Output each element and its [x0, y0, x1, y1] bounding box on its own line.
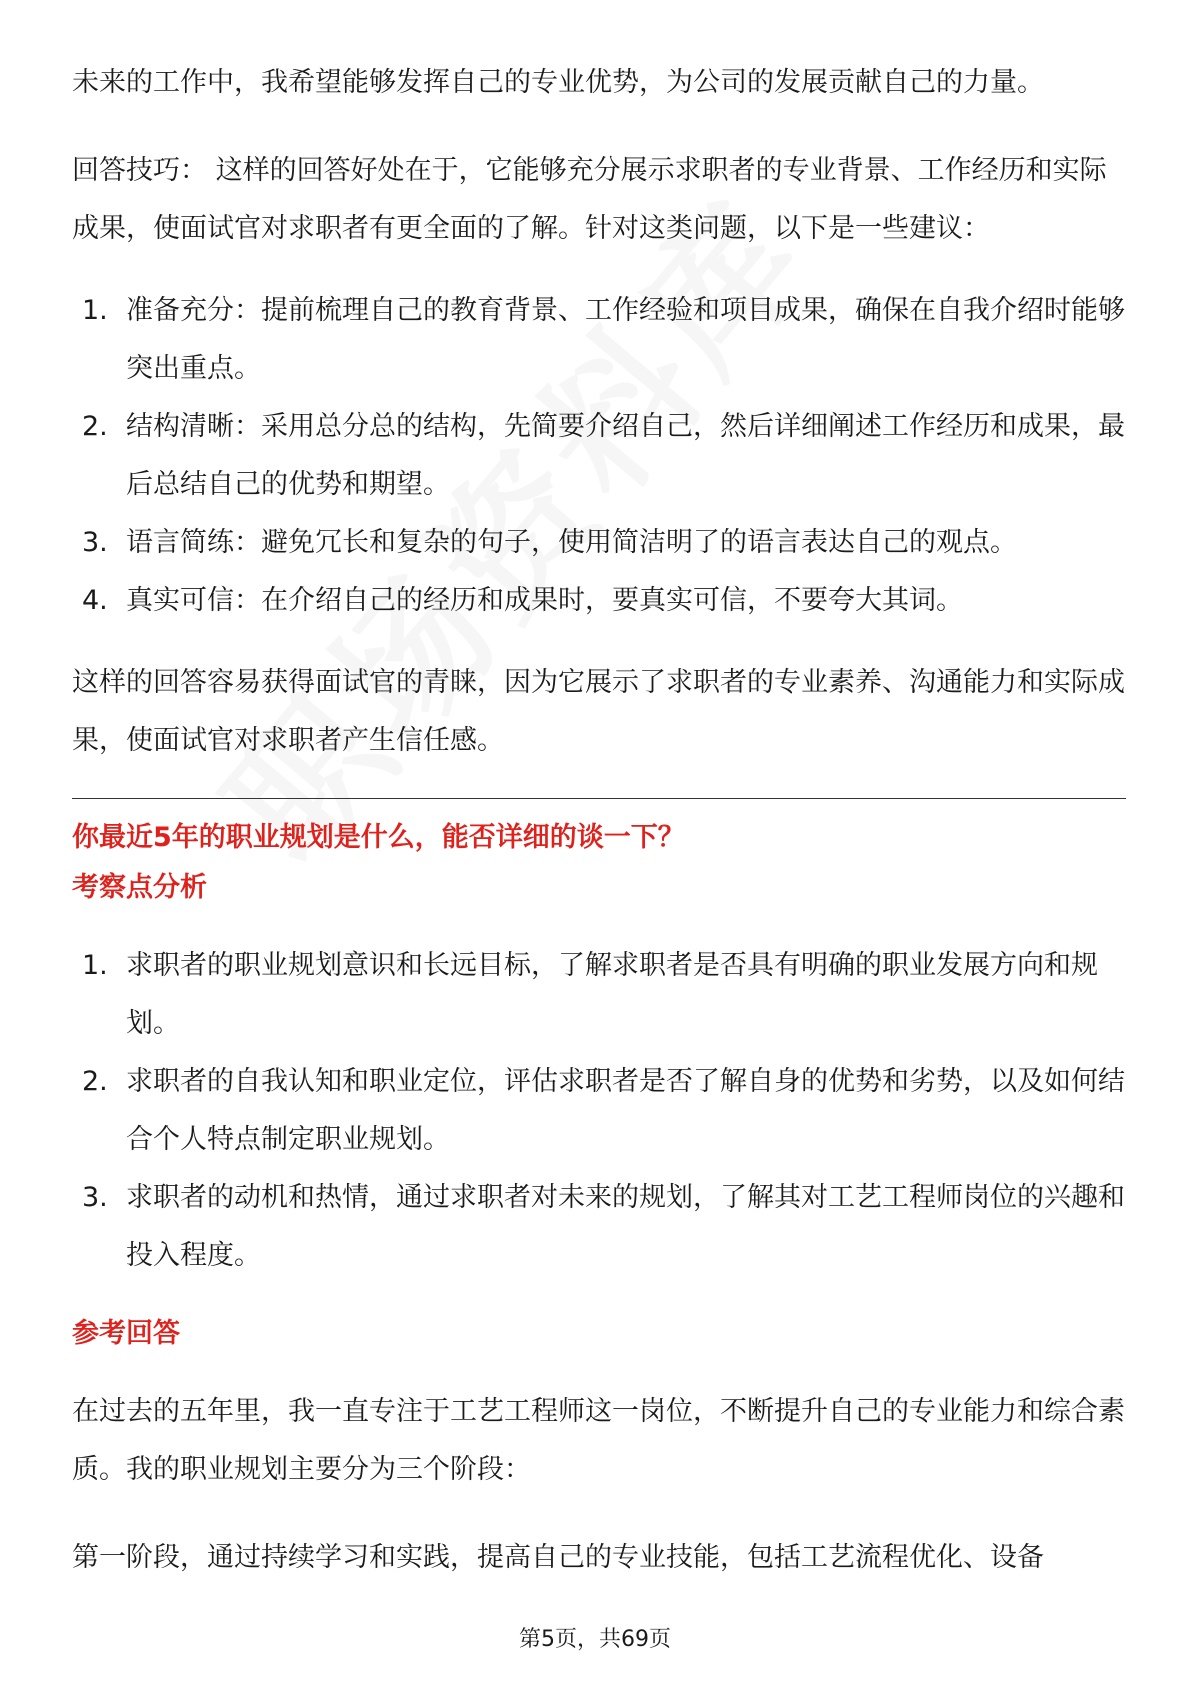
document-page — [72, 54, 1126, 1587]
analysis-list — [72, 937, 1126, 1285]
list-item: 4. 真实可信：在介绍自己的经历和成果时，要真实可信，不要夸大其词。 — [82, 585, 963, 616]
answer-paragraph: 在过去的五年里，我一直专注于工艺工程师这一岗位，不断提升自己的专业能力和综合素质。我的职业规划主要分为三个阶段： — [72, 1396, 1125, 1485]
list-item: 1. 求职者的职业规划意识和长远目标，了解求职者是否具有明确的职业发展方向和规划。 — [82, 950, 1098, 1039]
answer-paragraph: 第一阶段，通过持续学习和实践，提高自己的专业技能，包括工艺流程优化、设备 — [72, 1542, 1044, 1573]
tips-paragraph: 回答技巧： 这样的回答好处在于，它能够充分展示求职者的专业背景、工作经历和实际成果，使面试官对求职者有更全面的了解。针对这类问题，以下是一些建议： — [72, 155, 1107, 244]
answer-heading: 参考回答 — [72, 1318, 180, 1349]
list-item: 2. 结构清晰：采用总分总的结构，先简要介绍自己，然后详细阐述工作经历和成果，最后总结自己的优势和期望。 — [82, 411, 1125, 500]
list-item: 3. 求职者的动机和热情，通过求职者对未来的规划，了解其对工艺工程师岗位的兴趣和投入程度。 — [82, 1182, 1125, 1271]
page-number: 第5页，共69页 — [519, 1627, 671, 1652]
section-divider — [72, 798, 1126, 799]
tips-list — [72, 282, 1126, 630]
analysis-heading: 考察点分析 — [72, 872, 207, 903]
list-item: 1. 准备充分：提前梳理自己的教育背景、工作经验和项目成果，确保在自我介绍时能够突出重点。 — [82, 295, 1125, 384]
summary-paragraph: 这样的回答容易获得面试官的青睐，因为它展示了求职者的专业素养、沟通能力和实际成果，使面试官对求职者产生信任感。 — [72, 667, 1125, 756]
list-item: 2. 求职者的自我认知和职业定位，评估求职者是否了解自身的优势和劣势，以及如何结合个人特点制定职业规划。 — [82, 1066, 1125, 1155]
list-item: 3. 语言简练：避免冗长和复杂的句子，使用简洁明了的语言表达自己的观点。 — [82, 527, 1017, 558]
question-heading: 你最近5年的职业规划是什么，能否详细的谈一下？ — [72, 822, 685, 853]
intro-paragraph: 未来的工作中，我希望能够发挥自己的专业优势，为公司的发展贡献自己的力量。 — [72, 67, 1044, 98]
